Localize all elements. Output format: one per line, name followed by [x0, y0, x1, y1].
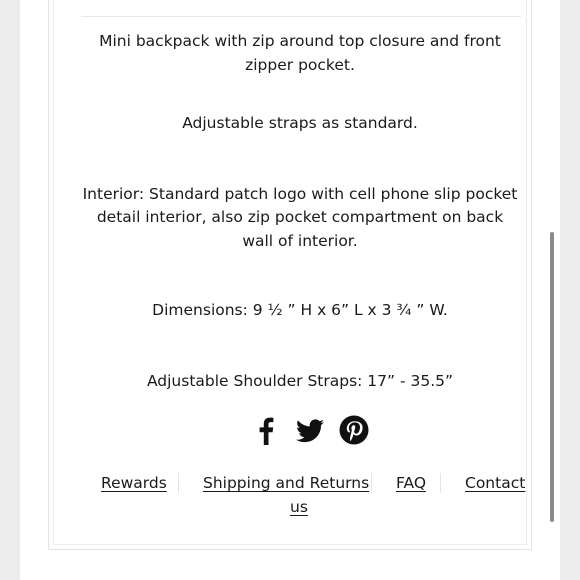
facebook-icon[interactable]: [250, 414, 282, 446]
twitter-icon[interactable]: [294, 414, 326, 446]
rewards-link[interactable]: Rewards: [101, 474, 167, 492]
strap-length-text: Adjustable Shoulder Straps: 17” - 35.5”: [146, 371, 454, 390]
contact-link-continued[interactable]: us: [290, 498, 308, 516]
contact-link[interactable]: Contact: [465, 474, 526, 492]
description-paragraph: Interior: Standard patch logo with cell phone slip pocket detail interior, also zip pocket compartment on back wall of interior.: [82, 184, 518, 250]
product-description: [80, 30, 520, 393]
dimensions-text: Dimensions: 9 ½ ” H x 6” L x 3 ¾ ” W.: [152, 301, 448, 319]
description-paragraph: Adjustable straps as standard.: [182, 114, 418, 132]
faq-link[interactable]: FAQ: [396, 474, 427, 492]
shipping-returns-link[interactable]: Shipping and Returns: [203, 474, 370, 492]
description-paragraph: Mini backpack with zip around top closure and front zipper pocket.: [99, 32, 501, 74]
top-divider: [81, 16, 521, 17]
link-separator: [371, 473, 372, 493]
page-viewport: [20, 0, 560, 580]
link-separator: [178, 473, 179, 493]
social-share-bar: [250, 414, 370, 446]
page-scrollbar[interactable]: [550, 232, 554, 522]
pinterest-icon[interactable]: [338, 414, 370, 446]
link-separator: [440, 473, 441, 493]
